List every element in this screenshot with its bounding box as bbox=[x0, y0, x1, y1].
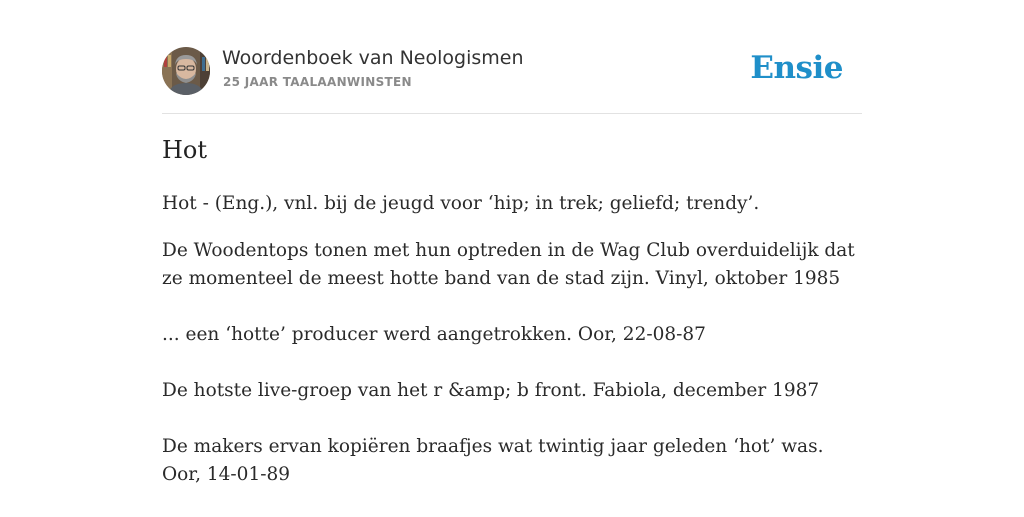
entry-content bbox=[162, 190, 862, 517]
citation: ... een ‘hotte’ producer werd aangetrokken. Oor, 22-08-87 bbox=[162, 324, 706, 345]
entry-title: Hot bbox=[162, 136, 208, 164]
citation: De makers ervan kopiëren braafjes wat twintig jaar geleden ‘hot’ was. Oor, 14-01-89 bbox=[162, 436, 824, 485]
entry-definition: Hot - (Eng.), vnl. bij de jeugd voor ‘hip; in trek; geliefd; trendy’. bbox=[162, 193, 760, 214]
site-header bbox=[162, 46, 862, 96]
site-subtitle: 25 JAAR TAALAANWINSTEN bbox=[223, 75, 412, 89]
avatar[interactable] bbox=[162, 47, 210, 95]
page bbox=[162, 0, 862, 512]
brand-logo[interactable]: Ensie bbox=[750, 50, 843, 86]
citation: De Woodentops tonen met hun optreden in de Wag Club overduidelijk dat ze momenteel de meest hotte band van de stad zijn. Vinyl, oktober 1985 bbox=[162, 240, 855, 289]
site-title[interactable]: Woordenboek van Neologismen bbox=[222, 47, 524, 69]
header-divider bbox=[162, 113, 862, 114]
author-portrait-icon bbox=[162, 47, 210, 95]
citation: De hotste live-groep van het r &amp; b front. Fabiola, december 1987 bbox=[162, 380, 820, 401]
